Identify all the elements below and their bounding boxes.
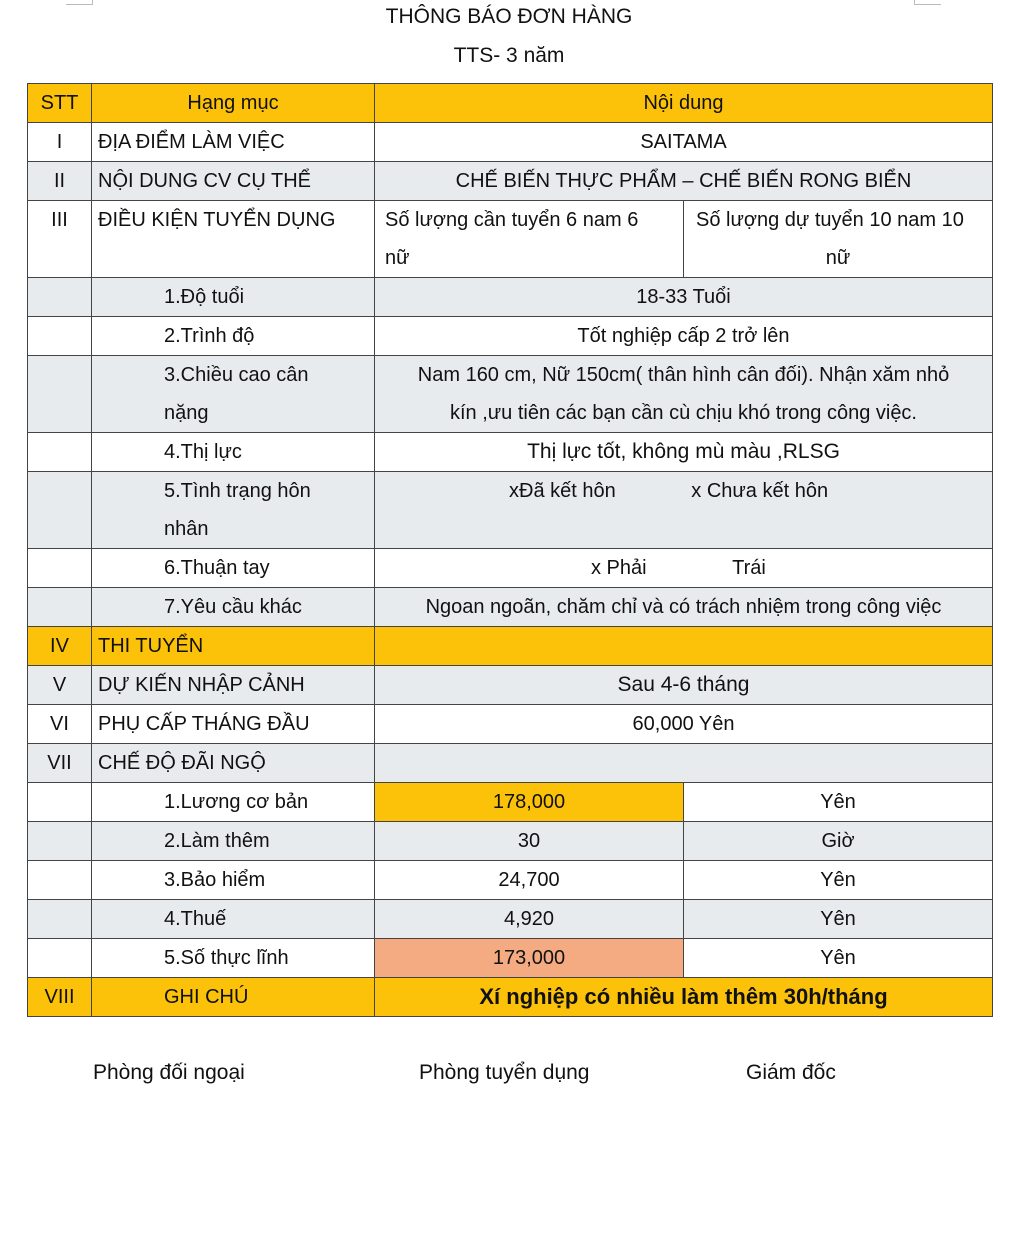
row-value-line1: Nam 160 cm, Nữ 150cm( thân hình cân đối). Nhận xăm nhỏ: [417, 364, 950, 386]
row-amount: 178,000: [375, 783, 684, 822]
signature-foreign-affairs: Phòng đối ngoại: [93, 1061, 245, 1084]
row-label: DỰ KIẾN NHẬP CẢNH: [92, 666, 375, 705]
row-conditions: [28, 201, 993, 278]
row-label: 3.Bảo hiểm: [92, 861, 375, 900]
row-stt: VI: [28, 705, 92, 744]
needed-count-cell: [375, 201, 684, 278]
needed-count-line1: Số lượng cần tuyển 6 nam 6: [385, 209, 639, 231]
row-unit: Yên: [684, 861, 993, 900]
row-value-line2: kín ,ưu tiên các bạn cần cù chịu khó trong công việc.: [450, 402, 917, 424]
row-value: [375, 356, 993, 433]
signature-director: Giám đốc: [746, 1061, 836, 1084]
signature-recruitment: Phòng tuyển dụng: [419, 1061, 590, 1084]
row-label: NỘI DUNG CV CỤ THỂ: [92, 162, 375, 201]
document-title: THÔNG BÁO ĐƠN HÀNG: [385, 5, 633, 28]
row-label: [92, 472, 375, 549]
row-value: Thị lực tốt, không mù màu ,RLSG: [375, 433, 993, 472]
row-overtime: [28, 822, 993, 861]
row-vision: [28, 433, 993, 472]
candidates-count-line2: nữ: [825, 247, 851, 269]
row-label: 7.Yêu cầu khác: [92, 588, 375, 627]
marital-option-married: xĐã kết hôn: [509, 480, 616, 502]
row-stt: II: [28, 162, 92, 201]
header-stt: STT: [28, 84, 92, 123]
order-table: [27, 83, 993, 1017]
row-stt: III: [28, 201, 92, 278]
row-label: PHỤ CẤP THÁNG ĐẦU: [92, 705, 375, 744]
candidates-count-cell: [684, 201, 993, 278]
row-value: Xí nghiệp có nhiều làm thêm 30h/tháng: [375, 978, 993, 1017]
row-stt: V: [28, 666, 92, 705]
candidates-count-line1: Số lượng dự tuyển 10 nam 10: [696, 209, 964, 231]
row-stt: [28, 278, 92, 317]
row-allowance: [28, 705, 993, 744]
marital-option-single: x Chưa kết hôn: [691, 480, 829, 502]
row-label: ĐIỀU KIỆN TUYỂN DỤNG: [92, 201, 375, 278]
row-stt: VII: [28, 744, 92, 783]
row-value: 60,000 Yên: [375, 705, 993, 744]
row-stt: I: [28, 123, 92, 162]
row-tax: [28, 900, 993, 939]
row-unit: Yên: [684, 900, 993, 939]
row-net: [28, 939, 993, 978]
table-header-row: [28, 84, 993, 123]
hand-option-left: Trái: [732, 557, 766, 579]
row-stt: [28, 822, 92, 861]
row-label: GHI CHÚ: [92, 978, 375, 1017]
row-label: THI TUYỂN: [92, 627, 375, 666]
row-note: [28, 978, 993, 1017]
row-value: Tốt nghiệp cấp 2 trở lên: [375, 317, 993, 356]
row-label: CHẾ ĐỘ ĐÃI NGỘ: [92, 744, 375, 783]
row-age: [28, 278, 993, 317]
row-label: 4.Thị lực: [92, 433, 375, 472]
row-stt: [28, 588, 92, 627]
row-value: [375, 744, 993, 783]
row-stt: [28, 472, 92, 549]
row-amount: 173,000: [375, 939, 684, 978]
row-label: 4.Thuế: [92, 900, 375, 939]
row-label: 1.Độ tuổi: [92, 278, 375, 317]
row-label: 2.Trình độ: [92, 317, 375, 356]
row-label: [92, 356, 375, 433]
row-stt: [28, 433, 92, 472]
needed-count-line2: nữ: [385, 247, 410, 269]
row-unit: Yên: [684, 939, 993, 978]
row-label-line1: 3.Chiều cao cân: [164, 364, 309, 386]
row-height: [28, 356, 993, 433]
row-stt: [28, 861, 92, 900]
row-unit: Giờ: [684, 822, 993, 861]
row-exam: [28, 627, 993, 666]
row-label-line2: nhân: [164, 518, 209, 540]
row-stt: IV: [28, 627, 92, 666]
row-hand: [28, 549, 993, 588]
row-stt: [28, 549, 92, 588]
row-insurance: [28, 861, 993, 900]
row-label: 2.Làm thêm: [92, 822, 375, 861]
hand-option-right: x Phải: [591, 557, 647, 579]
row-label-line1: 5.Tình trạng hôn: [164, 480, 311, 502]
row-amount: 24,700: [375, 861, 684, 900]
row-stt: [28, 356, 92, 433]
row-location: [28, 123, 993, 162]
row-entry: [28, 666, 993, 705]
row-value: [375, 472, 993, 549]
row-stt: VIII: [28, 978, 92, 1017]
row-value: [375, 627, 993, 666]
row-stt: [28, 939, 92, 978]
row-label: ĐỊA ĐIỂM LÀM VIỆC: [92, 123, 375, 162]
document-subtitle: TTS- 3 năm: [453, 44, 565, 67]
row-value: CHẾ BIẾN THỰC PHẨM – CHẾ BIẾN RONG BIỂN: [375, 162, 993, 201]
row-benefits: [28, 744, 993, 783]
row-label-line2: nặng: [164, 402, 209, 424]
header-category: Hạng mục: [92, 84, 375, 123]
row-marital: [28, 472, 993, 549]
row-value: SAITAMA: [375, 123, 993, 162]
row-stt: [28, 783, 92, 822]
row-job: [28, 162, 993, 201]
row-other: [28, 588, 993, 627]
row-value: Sau 4-6 tháng: [375, 666, 993, 705]
row-amount: 30: [375, 822, 684, 861]
row-value: 18-33 Tuổi: [375, 278, 993, 317]
header-content: Nội dung: [375, 84, 993, 123]
row-label: 6.Thuận tay: [92, 549, 375, 588]
row-stt: [28, 900, 92, 939]
row-stt: [28, 317, 92, 356]
row-value: Ngoan ngoãn, chăm chỉ và có trách nhiệm trong công việc: [375, 588, 993, 627]
row-value: [375, 549, 993, 588]
row-label: 5.Số thực lĩnh: [92, 939, 375, 978]
row-education: [28, 317, 993, 356]
row-unit: Yên: [684, 783, 993, 822]
row-label: 1.Lương cơ bản: [92, 783, 375, 822]
row-salary: [28, 783, 993, 822]
row-amount: 4,920: [375, 900, 684, 939]
